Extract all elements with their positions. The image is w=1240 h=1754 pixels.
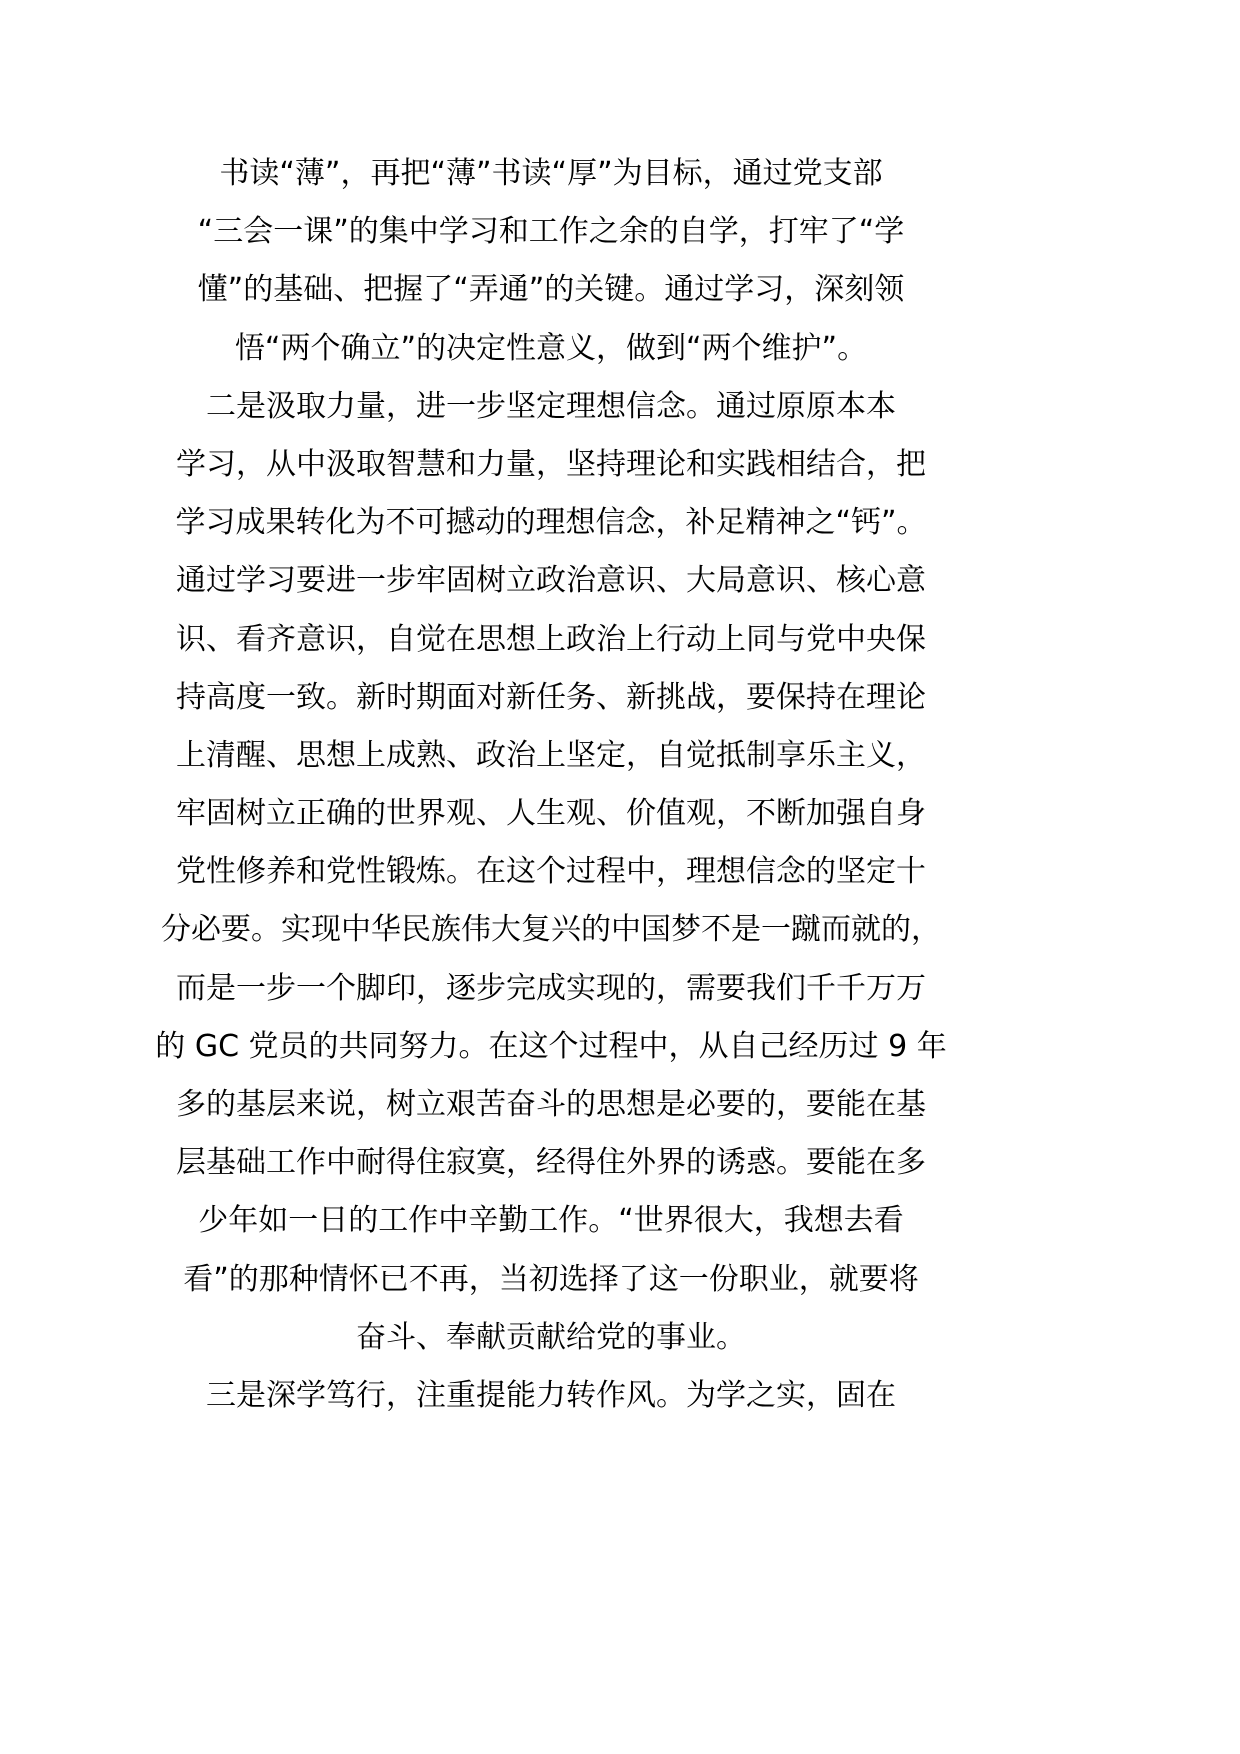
- text-line: 看”的那种情怀已不再，当初选择了这一份职业，就要将: [183, 1261, 919, 1297]
- text-line: 学习，从中汲取智慧和力量，坚持理论和实践相结合，把: [176, 446, 926, 482]
- body-text: [0, 145, 1102, 1425]
- text-line: 懂”的基础、把握了“弄通”的关键。通过学习，深刻领: [197, 272, 905, 308]
- text-line: 持高度一致。新时期面对新任务、新挑战，要保持在理论: [176, 679, 926, 715]
- text-line: 党性修养和党性锻炼。在这个过程中，理想信念的坚定十: [176, 854, 926, 890]
- text-line: 分必要。实现中华民族伟大复兴的中国梦不是一蹴而就的，: [161, 912, 941, 948]
- text-line: 层基础工作中耐得住寂寞，经得住外界的诱惑。要能在多: [176, 1145, 926, 1181]
- text-line: “三会一课”的集中学习和工作之余的自学，打牢了“学: [197, 214, 905, 250]
- text-line: 牢固树立正确的世界观、人生观、价值观，不断加强自身: [176, 796, 926, 832]
- text-line: 少年如一日的工作中辛勤工作。“世界很大，我想去看: [198, 1203, 904, 1239]
- text-line: 三是深学笃行，注重提能力转作风。为学之实，固在: [206, 1377, 896, 1413]
- text-line: 奋斗、奉献贡献给党的事业。: [356, 1319, 746, 1355]
- text-line: 的 GC 党员的共同努力。在这个过程中，从自己经历过 9 年: [155, 1028, 947, 1064]
- text-line: 而是一步一个脚印，逐步完成实现的，需要我们千千万万: [176, 970, 926, 1006]
- text-line: 二是汲取力量，进一步坚定理想信念。通过原原本本: [206, 388, 896, 424]
- text-line: 学习成果转化为不可撼动的理想信念，补足精神之“钙”。: [175, 505, 927, 541]
- text-line: 识、看齐意识，自觉在思想上政治上行动上同与党中央保: [176, 621, 926, 657]
- text-line: 上清醒、思想上成熟、政治上坚定，自觉抵制享乐主义，: [176, 737, 926, 773]
- text-line: 书读“薄”，再把“薄”书读“厚”为目标，通过党支部: [219, 156, 883, 191]
- text-line: 悟“两个确立”的决定性意义，做到“两个维护”。: [234, 330, 868, 366]
- text-line: 通过学习要进一步牢固树立政治意识、大局意识、核心意: [176, 563, 926, 599]
- text-line: 多的基层来说，树立艰苦奋斗的思想是必要的，要能在基: [176, 1087, 926, 1122]
